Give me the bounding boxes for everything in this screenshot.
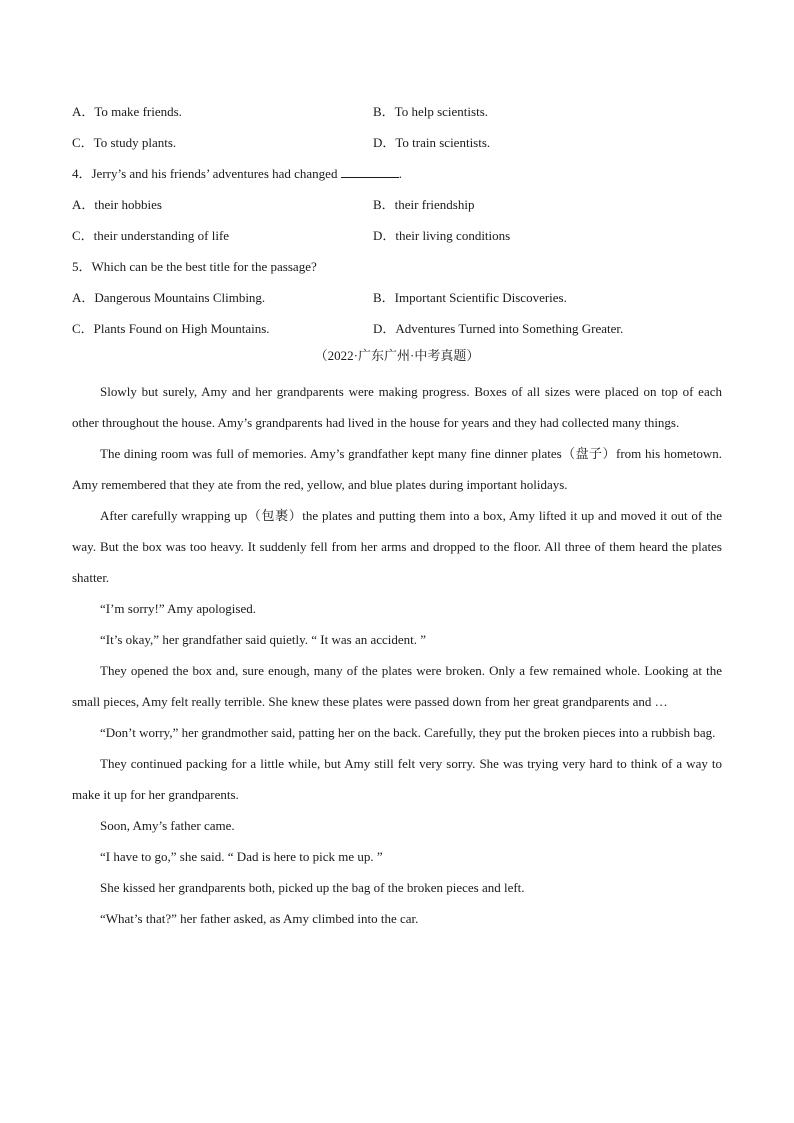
q4-options-row-2 — [72, 225, 722, 256]
passage-paragraph: They opened the box and, sure enough, many of the plates were broken. Only a few remained whole. Looking at the small pieces, Amy felt really terrible. She knew these plates were passed down from her great grandparents and … — [72, 663, 722, 709]
q5-options-row-2 — [72, 318, 722, 349]
passage-paragraph: “What’s that?” her father asked, as Amy climbed into the car. — [100, 911, 419, 926]
source-heading: （2022·广东广州·中考真题） — [314, 348, 480, 363]
q4-option-d: D．their living conditions — [373, 228, 511, 243]
q3-options-row-2 — [72, 132, 722, 163]
question-5 — [72, 256, 722, 287]
q4-option-b: B．their friendship — [373, 197, 475, 212]
q5-option-a: A．Dangerous Mountains Climbing. — [72, 290, 266, 305]
q3-option-d: D．To train scientists. — [373, 135, 491, 150]
passage-paragraph: “Don’t worry,” her grandmother said, patting her on the back. Carefully, they put the broken pieces into a rubbish bag. — [100, 725, 716, 740]
q4-options-row-1 — [72, 194, 722, 225]
passage-paragraph: “It’s okay,” her grandfather said quietly. “ It was an accident. ” — [100, 632, 427, 647]
q5-option-c: C．Plants Found on High Mountains. — [72, 321, 270, 336]
passage-paragraph: She kissed her grandparents both, picked up the bag of the broken pieces and left. — [100, 880, 525, 895]
page-content — [72, 101, 722, 934]
q3-option-b: B．To help scientists. — [373, 104, 489, 119]
question-5-stem: 5．Which can be the best title for the passage? — [72, 259, 317, 274]
passage-paragraph: “I’m sorry!” Amy apologised. — [100, 601, 256, 616]
q5-options-row-1 — [72, 287, 722, 318]
answer-blank — [341, 163, 399, 178]
passage-paragraph: The dining room was full of memories. Amy’s grandfather kept many fine dinner plates（盘子）from his hometown. Amy remembered that they ate from the red, yellow, and blue plates during important holidays. — [72, 446, 722, 492]
passage-paragraph: “I have to go,” she said. “ Dad is here to pick me up. ” — [100, 849, 383, 864]
passage-paragraph: Soon, Amy’s father came. — [100, 818, 235, 833]
question-4-end: . — [398, 166, 402, 181]
passage-paragraph: Slowly but surely, Amy and her grandparents were making progress. Boxes of all sizes were placed on top of each other throughout the house. Amy’s grandparents had lived in the house for years and they had collected many things. — [72, 384, 722, 430]
passage-paragraph: After carefully wrapping up（包裹）the plates and putting them into a box, Amy lifted it up and moved it out of the way. But the box was too heavy. It suddenly fell from her arms and dropped to the floor. All three of them heard the plates shatter. — [72, 508, 722, 585]
question-4 — [72, 163, 722, 194]
passage-paragraph: They continued packing for a little while, but Amy still felt very sorry. She was trying very hard to think of a way to make it up for her grandparents. — [72, 756, 722, 802]
q3-options-row-1 — [72, 101, 722, 132]
q5-option-b: B．Important Scientific Discoveries. — [373, 290, 567, 305]
q5-option-d: D．Adventures Turned into Something Greater. — [373, 321, 624, 336]
q3-option-c: C．To study plants. — [72, 135, 177, 150]
q4-option-a: A．their hobbies — [72, 197, 162, 212]
question-4-stem: 4．Jerry’s and his friends’ adventures had changed — [72, 166, 338, 181]
q3-option-a: A．To make friends. — [72, 104, 182, 119]
q4-option-c: C．their understanding of life — [72, 228, 230, 243]
